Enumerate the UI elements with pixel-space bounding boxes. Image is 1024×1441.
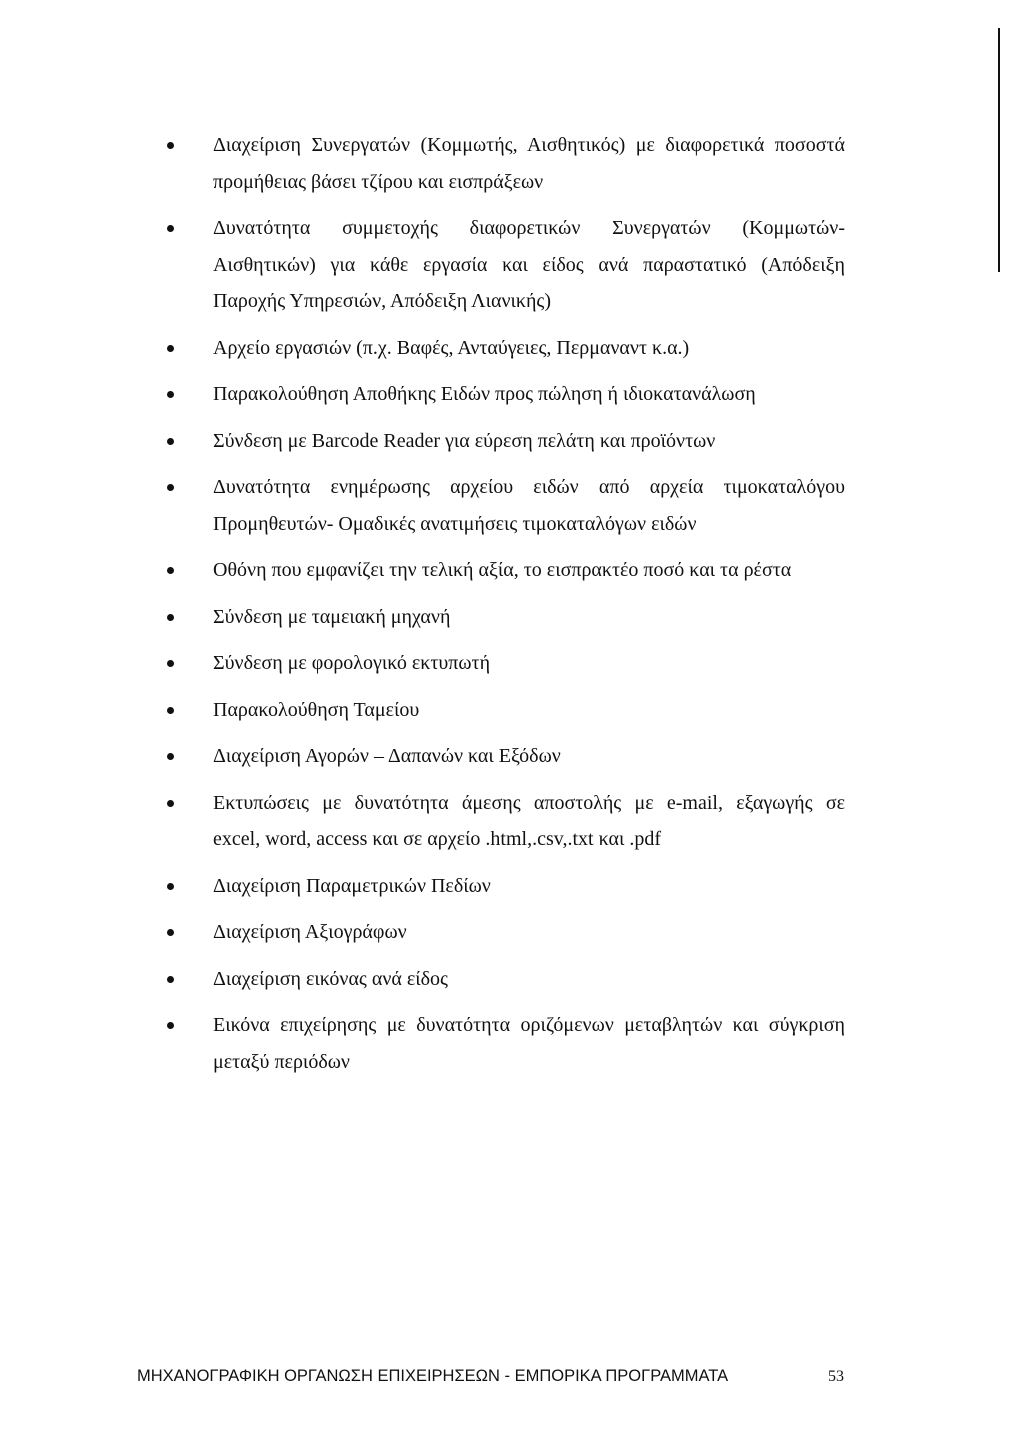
item-line: Διαχείριση Συνεργατών (Κομμωτής, Αισθητικός) με διαφορετικά ποσοστά (213, 134, 845, 156)
list-item (0, 868, 1024, 905)
list-item (0, 330, 1024, 367)
bullet-icon (167, 929, 174, 936)
bullet-icon (167, 1022, 174, 1029)
bullet-icon (167, 225, 174, 232)
item-text (213, 868, 845, 905)
bullet-icon (167, 800, 174, 807)
bullet-icon (167, 660, 174, 667)
list-item (0, 785, 1024, 858)
item-text (213, 692, 845, 729)
item-text (213, 961, 845, 998)
list-item (0, 914, 1024, 951)
item-text (213, 423, 845, 460)
item-line: Σύνδεση με ταμειακή μηχανή (213, 605, 451, 628)
item-line: excel, word, access και σε αρχείο .html,.csv,.txt και .pdf (213, 828, 661, 850)
item-line: Εκτυπώσεις με δυνατότητα άμεσης αποστολής με e-mail, εξαγωγής σε (213, 791, 845, 814)
item-line: Δυνατότητα ενημέρωσης αρχείου ειδών από αρχεία τιμοκαταλόγου (213, 476, 845, 498)
bullet-icon (167, 707, 174, 714)
bullet-icon (167, 753, 174, 760)
item-text (213, 127, 845, 200)
item-text (213, 330, 845, 367)
list-item (0, 1007, 1024, 1080)
list-item (0, 469, 1024, 542)
item-line: Παρακολούθηση Ταμείου (213, 698, 420, 721)
item-text (213, 552, 845, 589)
item-text (213, 645, 845, 682)
bullet-icon (167, 438, 174, 445)
item-text (213, 914, 845, 951)
item-line: Εικόνα επιχείρησης με δυνατότητα οριζόμενων μεταβλητών και σύγκριση (213, 1014, 845, 1036)
item-line: Οθόνη που εμφανίζει την τελική αξία, το εισπρακτέο ποσό και τα ρέστα (213, 559, 792, 581)
bullet-icon (167, 142, 174, 149)
item-line: Αρχείο εργασιών (π.χ. Βαφές, Ανταύγειες, Περμαναντ κ.α.) (213, 336, 690, 359)
item-line: Σύνδεση με Barcode Reader για εύρεση πελάτη και προϊόντων (213, 429, 716, 452)
list-item (0, 738, 1024, 775)
item-line: Παροχής Υπηρεσιών, Απόδειξη Λιανικής) (213, 290, 551, 312)
feature-list (0, 127, 1024, 1090)
item-line: Προμηθευτών- Ομαδικές ανατιμήσεις τιμοκαταλόγων ειδών (213, 512, 697, 535)
list-item (0, 376, 1024, 413)
item-line: Σύνδεση με φορολογικό εκτυπωτή (213, 652, 491, 674)
list-item (0, 645, 1024, 682)
bullet-icon (167, 567, 174, 574)
item-line: Διαχείριση Αγορών – Δαπανών και Εξόδων (213, 745, 561, 767)
item-text (213, 738, 845, 775)
item-text (213, 599, 845, 636)
item-text (213, 785, 845, 858)
item-line: μεταξύ περιόδων (213, 1050, 350, 1073)
item-line: Δυνατότητα συμμετοχής διαφορετικών Συνεργατών (Κομμωτών- (213, 217, 845, 239)
item-text (213, 1007, 845, 1080)
item-text (213, 376, 845, 413)
page-number: 53 (828, 1368, 844, 1385)
list-item (0, 127, 1024, 200)
list-item (0, 210, 1024, 320)
item-line: Διαχείριση Αξιογράφων (213, 921, 407, 943)
item-line: Αισθητικών) για κάθε εργασία και είδος ανά παραστατικό (Απόδειξη (213, 253, 845, 276)
bullet-icon (167, 391, 174, 398)
item-line: Διαχείριση εικόνας ανά είδος (213, 967, 448, 990)
item-text (213, 469, 845, 542)
item-line: Παρακολούθηση Αποθήκης Ειδών προς πώληση ή ιδιοκατανάλωση (213, 383, 756, 405)
item-line: Διαχείριση Παραμετρικών Πεδίων (213, 874, 491, 897)
bullet-icon (167, 484, 174, 491)
list-item (0, 692, 1024, 729)
bullet-icon (167, 614, 174, 621)
footer-title: ΜΗΧΑΝΟΓΡΑΦΙΚΗ ΟΡΓΑΝΩΣΗ ΕΠΙΧΕΙΡΗΣΕΩΝ - ΕΜΠΟΡΙΚΑ ΠΡΟΓΡΑΜΜΑΤΑ (137, 1367, 729, 1385)
item-text (213, 210, 845, 320)
list-item (0, 423, 1024, 460)
list-item (0, 552, 1024, 589)
list-item (0, 599, 1024, 636)
list-item (0, 961, 1024, 998)
bullet-icon (167, 345, 174, 352)
bullet-icon (167, 883, 174, 890)
item-line: προμήθειας βάσει τζίρου και εισπράξεων (213, 170, 544, 193)
bullet-icon (167, 976, 174, 983)
